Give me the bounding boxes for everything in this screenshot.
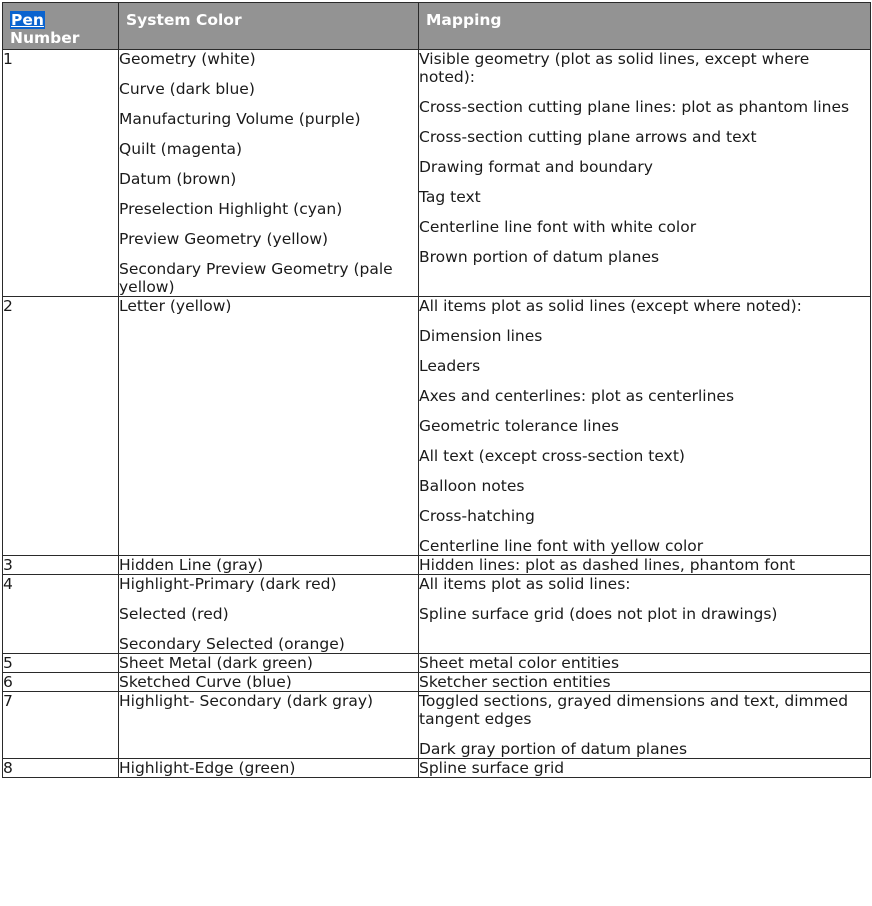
header-number-label: Number bbox=[10, 29, 80, 47]
mapping-cell bbox=[419, 759, 871, 778]
system-color-item: Sheet Metal (dark green) bbox=[119, 654, 313, 672]
mapping-item: Visible geometry (plot as solid lines, except where noted): bbox=[419, 50, 810, 86]
mapping-item: Cross-section cutting plane arrows and text bbox=[419, 128, 757, 146]
mapping-item: All text (except cross-section text) bbox=[419, 447, 685, 465]
mapping-item: Centerline line font with yellow color bbox=[419, 537, 704, 555]
mapping-item: All items plot as solid lines (except where noted): bbox=[419, 297, 802, 315]
system-color-item: Secondary Preview Geometry (pale yellow) bbox=[119, 260, 393, 296]
pen-mapping-table bbox=[2, 2, 871, 778]
system-color-item: Manufacturing Volume (purple) bbox=[119, 110, 361, 128]
system-color-item: Secondary Selected (orange) bbox=[119, 635, 345, 653]
mapping-item: Sheet metal color entities bbox=[419, 654, 620, 672]
mapping-item: Spline surface grid bbox=[419, 759, 565, 777]
mapping-item: Centerline line font with white color bbox=[419, 218, 697, 236]
system-color-item: Highlight-Primary (dark red) bbox=[119, 575, 337, 593]
system-color-item: Quilt (magenta) bbox=[119, 140, 243, 158]
system-color-cell bbox=[119, 673, 419, 692]
table-row bbox=[3, 297, 871, 556]
mapping-item: Drawing format and boundary bbox=[419, 158, 653, 176]
pen-number-cell: 6 bbox=[3, 673, 119, 692]
system-color-item: Sketched Curve (blue) bbox=[119, 673, 292, 691]
table-row bbox=[3, 759, 871, 778]
table-row bbox=[3, 673, 871, 692]
pen-number-cell: 4 bbox=[3, 575, 119, 654]
table-row bbox=[3, 556, 871, 575]
mapping-cell bbox=[419, 692, 871, 759]
system-color-cell bbox=[119, 50, 419, 297]
system-color-cell bbox=[119, 654, 419, 673]
table-row bbox=[3, 50, 871, 297]
mapping-cell bbox=[419, 654, 871, 673]
mapping-item: Cross-section cutting plane lines: plot as phantom lines bbox=[419, 98, 850, 116]
mapping-item: Dark gray portion of datum planes bbox=[419, 740, 688, 758]
table-row bbox=[3, 575, 871, 654]
system-color-item: Preview Geometry (yellow) bbox=[119, 230, 329, 248]
system-color-cell bbox=[119, 297, 419, 556]
mapping-item: Spline surface grid (does not plot in drawings) bbox=[419, 605, 778, 623]
pen-number-cell: 3 bbox=[3, 556, 119, 575]
mapping-item: All items plot as solid lines: bbox=[419, 575, 631, 593]
mapping-item: Balloon notes bbox=[419, 477, 525, 495]
mapping-item: Dimension lines bbox=[419, 327, 543, 345]
system-color-item: Highlight- Secondary (dark gray) bbox=[119, 692, 374, 710]
mapping-item: Cross-hatching bbox=[419, 507, 535, 525]
system-color-item: Geometry (white) bbox=[119, 50, 256, 68]
pen-number-cell: 5 bbox=[3, 654, 119, 673]
system-color-item: Letter (yellow) bbox=[119, 297, 232, 315]
system-color-item: Highlight-Edge (green) bbox=[119, 759, 296, 777]
mapping-item: Brown portion of datum planes bbox=[419, 248, 660, 266]
mapping-item: Leaders bbox=[419, 357, 481, 375]
system-color-item: Selected (red) bbox=[119, 605, 229, 623]
header-pen-number bbox=[3, 3, 119, 50]
mapping-item: Hidden lines: plot as dashed lines, phantom font bbox=[419, 556, 796, 574]
pen-number-cell: 8 bbox=[3, 759, 119, 778]
system-color-item: Preselection Highlight (cyan) bbox=[119, 200, 343, 218]
mapping-cell bbox=[419, 297, 871, 556]
header-row bbox=[3, 3, 871, 50]
system-color-cell bbox=[119, 575, 419, 654]
mapping-cell bbox=[419, 673, 871, 692]
mapping-item: Toggled sections, grayed dimensions and text, dimmed tangent edges bbox=[419, 692, 849, 728]
table-header bbox=[3, 3, 871, 50]
header-mapping: Mapping bbox=[419, 3, 871, 50]
pen-number-cell: 7 bbox=[3, 692, 119, 759]
mapping-item: Axes and centerlines: plot as centerlines bbox=[419, 387, 735, 405]
system-color-cell bbox=[119, 692, 419, 759]
system-color-item: Datum (brown) bbox=[119, 170, 237, 188]
system-color-cell bbox=[119, 556, 419, 575]
pen-number-cell: 1 bbox=[3, 50, 119, 297]
system-color-cell bbox=[119, 759, 419, 778]
mapping-cell bbox=[419, 575, 871, 654]
mapping-item: Geometric tolerance lines bbox=[419, 417, 620, 435]
table-body bbox=[3, 50, 871, 778]
mapping-cell bbox=[419, 50, 871, 297]
mapping-cell bbox=[419, 556, 871, 575]
pen-number-cell: 2 bbox=[3, 297, 119, 556]
table-row bbox=[3, 692, 871, 759]
system-color-item: Hidden Line (gray) bbox=[119, 556, 264, 574]
system-color-item: Curve (dark blue) bbox=[119, 80, 255, 98]
pen-link[interactable]: Pen bbox=[11, 11, 44, 29]
header-system-color: System Color bbox=[119, 3, 419, 50]
table-row bbox=[3, 654, 871, 673]
mapping-item: Tag text bbox=[419, 188, 481, 206]
mapping-item: Sketcher section entities bbox=[419, 673, 611, 691]
